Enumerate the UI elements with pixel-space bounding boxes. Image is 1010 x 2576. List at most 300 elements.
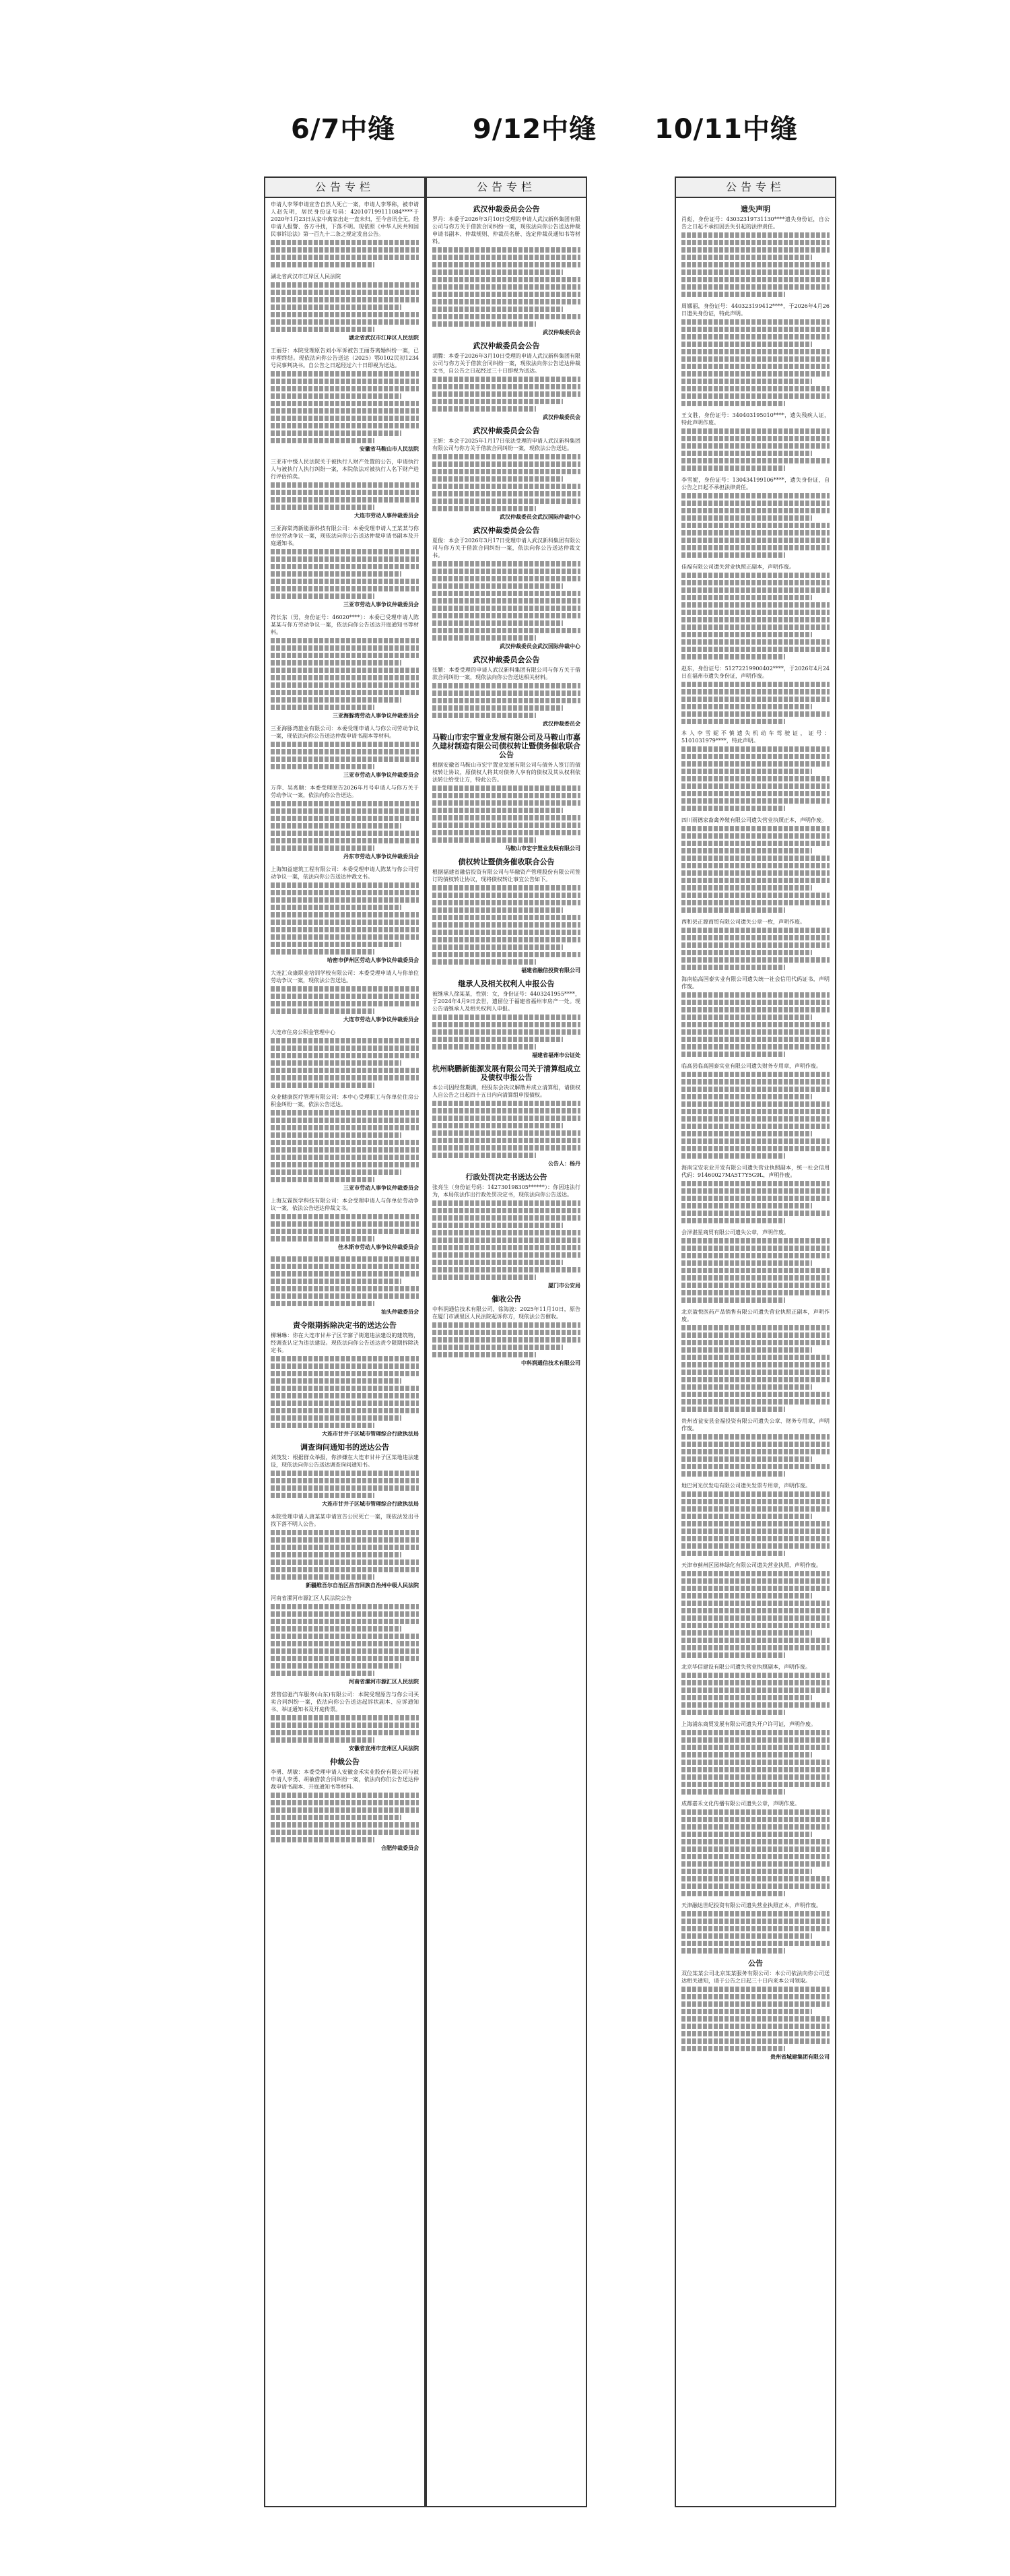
notice-title: 马鞍山市宏宇置业发展有限公司及马鞍山市嘉久建材制造有限公司债权转让暨债务催收联合公告 (432, 733, 580, 759)
text-line-placeholder (681, 935, 830, 940)
column-body (427, 198, 586, 1375)
text-line-placeholder (681, 580, 830, 585)
text-line-placeholder (271, 401, 419, 406)
text-line-placeholder (271, 1663, 401, 1669)
text-line-placeholder (432, 391, 580, 397)
text-line-placeholder (432, 1108, 580, 1114)
notice (681, 476, 830, 558)
text-line-placeholder (681, 1948, 785, 1954)
text-line-placeholder (271, 1648, 419, 1654)
text-line-placeholder (681, 379, 812, 384)
text-line-placeholder (681, 1824, 830, 1830)
text-line-placeholder (271, 1038, 419, 1043)
text-line-placeholder (432, 815, 580, 820)
text-line-placeholder (271, 1493, 374, 1498)
text-line-placeholder (271, 638, 419, 643)
text-line-placeholder (432, 1345, 563, 1350)
text-line-placeholder (271, 290, 419, 295)
text-line-placeholder (271, 1169, 401, 1175)
text-line-placeholder (681, 1449, 830, 1454)
text-line-placeholder (271, 1837, 374, 1842)
text-line-placeholder (432, 262, 580, 267)
text-line-placeholder (681, 1392, 830, 1397)
text-line-placeholder (432, 808, 563, 813)
text-line-placeholder (432, 1101, 580, 1106)
column-header: 公告专栏 (265, 178, 424, 198)
text-line-placeholder (681, 893, 830, 898)
text-line-placeholder (271, 393, 401, 399)
text-line-placeholder (432, 1138, 580, 1143)
text-line-placeholder (271, 1393, 419, 1398)
text-line-placeholder (681, 1680, 830, 1685)
notice-title: 责令限期拆除决定书的送达公告 (293, 1321, 397, 1330)
text-line-placeholder (271, 505, 374, 510)
notice (432, 426, 580, 521)
text-line-placeholder (681, 595, 812, 600)
text-line-placeholder (271, 1378, 401, 1384)
notice-body: 被继承人徐某某，性别：女，身份证号：4403241955****，于2024年4月9日去世，遗留位于福建省福州市房产一处。现公告请继承人及相关权利人申报。 (432, 991, 580, 1012)
text-line-placeholder (681, 1116, 830, 1122)
text-line-placeholder (271, 882, 419, 888)
text-line-placeholder (681, 1370, 830, 1375)
text-line-placeholder (681, 1283, 830, 1288)
text-line-placeholder (681, 602, 830, 608)
text-line-placeholder (681, 277, 830, 282)
notice-body: 上海友霖医学科技有限公司：本会受理申请人与你单位劳动争议一案，依法公告送达仲裁文书。 (271, 1198, 419, 1211)
column-2 (426, 176, 587, 2507)
text-line-placeholder (681, 1297, 785, 1303)
text-line-placeholder (681, 334, 830, 340)
notice-body: 李雪妮，身份证号：130434199106****，遗失身份证，自公告之日起不承担法律责任。 (681, 477, 830, 490)
notice (271, 458, 419, 519)
text-line-placeholder (681, 1846, 830, 1852)
text-line-placeholder (681, 1521, 830, 1526)
text-line-placeholder (681, 1101, 830, 1107)
notice-body: 王文胜，身份证号：340403195010****，遗失残疾人证，特此声明作废。 (681, 412, 830, 426)
notice-body: 上海浦东商贸发展有限公司遗失开户许可证，声明作废。 (681, 1721, 816, 1727)
text-line-placeholder (271, 430, 401, 436)
notice (271, 1197, 419, 1251)
text-line-placeholder (432, 922, 580, 928)
text-line-placeholder (271, 1008, 374, 1014)
text-line-placeholder (271, 1807, 419, 1813)
notice-signature: 河南省漯河市源汇区人民法院 (349, 1679, 419, 1685)
text-line-placeholder (432, 837, 536, 843)
text-line-placeholder (271, 1155, 419, 1160)
text-line-placeholder (432, 893, 580, 898)
text-line-placeholder (681, 349, 830, 354)
text-line-placeholder (271, 1793, 419, 1798)
notice (271, 784, 419, 860)
text-line-placeholder (271, 838, 419, 843)
text-line-placeholder (432, 937, 580, 942)
text-line-placeholder (432, 1252, 580, 1258)
text-line-placeholder (681, 1623, 830, 1628)
text-line-placeholder (681, 885, 812, 891)
notice-signature: 三亚市劳动人事争议仲裁委员会 (343, 602, 419, 608)
text-line-placeholder (681, 1109, 830, 1114)
text-line-placeholder (681, 878, 830, 883)
text-line-placeholder (271, 1545, 419, 1550)
text-line-placeholder (681, 1926, 830, 1931)
notice (681, 918, 830, 970)
text-line-placeholder (271, 1229, 419, 1234)
text-line-placeholder (681, 1022, 830, 1027)
text-line-placeholder (681, 791, 830, 796)
notice-body: 本人李雪妮不慎遗失机动车驾驶证，证号：5101031979****，特此声明。 (681, 730, 830, 744)
notice-signature: 合肥仲裁委员会 (381, 1845, 419, 1851)
text-line-placeholder (681, 1883, 830, 1889)
text-line-placeholder (271, 764, 374, 769)
text-line-placeholder (432, 830, 580, 835)
text-line-placeholder (271, 1177, 374, 1182)
text-line-placeholder (271, 262, 374, 267)
notice-signature: 贵州省城建集团有限公司 (770, 2054, 830, 2060)
notice (681, 1062, 830, 1159)
notice-body: 本院受理申请人唐某某申请宣告公民死亡一案，现依法发出寻找下落不明人公告。 (271, 1514, 419, 1527)
text-line-placeholder (681, 1514, 812, 1519)
text-line-placeholder (681, 1919, 830, 1924)
text-line-placeholder (681, 356, 830, 362)
notice-body: 王丽芬：本院受理原告刘小军诉被告王丽芬离婚纠纷一案，已审理终结。现依法向你公告送达（2025）鄂0102民初1234号民事判决书。自公告之日起经过六十日即视为送达。 (271, 348, 419, 368)
notice-body: 赵东，身份证号：51272219900402****，于2026年4月24日在福州市遗失身份证，声明作废。 (681, 666, 830, 679)
text-line-placeholder (681, 1745, 830, 1750)
notice-body: 成都嘉禾文化传播有限公司遗失公章，声明作废。 (681, 1801, 800, 1807)
notice (681, 1417, 830, 1477)
notice-body: 河南省漯河市源汇区人民法院公告 (271, 1595, 351, 1601)
text-line-placeholder (681, 1543, 830, 1549)
notice-title: 武汉仲裁委员会公告 (473, 205, 540, 214)
text-line-placeholder (681, 1987, 830, 1992)
notice (271, 725, 419, 779)
notice-body: 大连汇众康职业培训学校有限公司：本委受理申请人与你单位劳动争议一案，现依法公告送达。 (271, 970, 419, 984)
text-line-placeholder (271, 749, 419, 754)
text-line-placeholder (432, 247, 580, 253)
notice-signature: 中科润通信技术有限公司 (521, 1360, 580, 1366)
notice (271, 969, 419, 1023)
notice (271, 1321, 419, 1438)
notice (271, 1758, 419, 1852)
text-line-placeholder (681, 436, 830, 441)
text-line-placeholder (681, 573, 830, 578)
notice (681, 302, 830, 406)
notice-signature: 马鞍山市宏宇置业发展有限公司 (505, 845, 580, 851)
text-line-placeholder (681, 443, 830, 449)
text-line-placeholder (271, 912, 419, 917)
notice (271, 1029, 419, 1088)
notice (681, 1800, 830, 1896)
column-header: 公告专栏 (676, 178, 835, 198)
text-line-placeholder (271, 1722, 419, 1728)
text-line-placeholder (432, 321, 536, 327)
text-line-placeholder (271, 556, 419, 562)
notice-signature: 三亚市劳动人事争议仲裁委员会 (343, 1185, 419, 1191)
text-line-placeholder (681, 247, 830, 253)
text-line-placeholder (681, 746, 830, 752)
text-line-placeholder (681, 1355, 830, 1360)
notice-body: 海南宝安农业开发有限公司遗失营业执照副本，统一社会信用代码：91460027MA5T7Y5G9L，声明作废。 (681, 1165, 830, 1178)
text-line-placeholder (271, 1715, 419, 1720)
text-line-placeholder (271, 1634, 419, 1639)
text-line-placeholder (681, 1094, 812, 1099)
notice-body: 胡腾：本委于2026年3月10日受理的申请人武汉新科集团有限公司与你方关于借款合同纠纷一案，现依法向你公告送达仲裁文书，自公告之日起经过三十日即视为送达。 (432, 353, 580, 374)
text-line-placeholder (681, 1499, 830, 1504)
notice (681, 412, 830, 471)
text-line-placeholder (432, 952, 580, 957)
notice-body: 北京华信建设有限公司遗失营业执照副本，声明作废。 (681, 1664, 811, 1670)
text-line-placeholder (681, 1124, 830, 1129)
notice-body: 众业健康医疗管理有限公司：本中心受理职工与你单位住房公积金纠纷一案，依法公告送达。 (271, 1094, 419, 1107)
notice-title: 武汉仲裁委员会公告 (473, 655, 540, 664)
text-line-placeholder (432, 606, 580, 611)
text-line-placeholder (681, 1275, 830, 1281)
text-line-placeholder (271, 1641, 419, 1646)
notice-title: 遗失声明 (741, 205, 770, 214)
notice (271, 201, 419, 267)
notice-signature: 安徽省马鞍山市人民法院 (360, 446, 419, 452)
text-line-placeholder (271, 742, 419, 747)
notice-signature: 三亚海豚湾劳动人事争议仲裁委员会 (333, 713, 419, 719)
text-line-placeholder (271, 905, 401, 910)
text-line-placeholder (681, 1789, 785, 1795)
notice-title: 武汉仲裁委员会公告 (473, 526, 540, 535)
text-line-placeholder (681, 1528, 830, 1534)
text-line-placeholder (271, 438, 374, 443)
text-line-placeholder (432, 299, 580, 304)
notice-body: 大连市住房公积金管理中心 (271, 1029, 335, 1035)
text-line-placeholder (681, 1809, 830, 1815)
text-line-placeholder (271, 697, 401, 703)
text-line-placeholder (271, 1132, 401, 1138)
text-line-placeholder (681, 1362, 830, 1367)
text-line-placeholder (681, 754, 830, 759)
text-line-placeholder (681, 1652, 785, 1658)
text-line-placeholder (432, 635, 536, 641)
notice (681, 205, 830, 297)
text-line-placeholder (271, 1471, 419, 1476)
text-line-placeholder (271, 1162, 419, 1167)
text-line-placeholder (271, 1264, 419, 1269)
text-line-placeholder (271, 255, 419, 260)
text-line-placeholder (681, 1434, 830, 1440)
text-line-placeholder (681, 1377, 830, 1382)
notice (271, 1691, 419, 1752)
notice-body: 张繁：本委受理的申请人武汉新科集团有限公司与你方关于借款合同纠纷一案，现依法向你公告送达相关材料。 (432, 667, 580, 680)
text-line-placeholder (432, 1153, 536, 1158)
text-line-placeholder (681, 1052, 785, 1057)
text-line-placeholder (432, 406, 536, 412)
text-line-placeholder (271, 1256, 419, 1262)
text-line-placeholder (681, 342, 812, 347)
notice-signature: 厦门市公安局 (548, 1283, 580, 1289)
text-line-placeholder (271, 1386, 419, 1391)
notice-body: 李勇、胡敏：本委受理申请人安徽金禾实业股份有限公司与被申请人李勇、胡敏借款合同纠纷一案，依法向你们公告送达仲裁申请书副本、开庭通知书等材料。 (271, 1769, 419, 1790)
notice (432, 1295, 580, 1367)
text-line-placeholder (432, 384, 580, 389)
text-line-placeholder (681, 1645, 830, 1650)
text-line-placeholder (681, 1029, 830, 1035)
text-line-placeholder (271, 1408, 419, 1413)
notice-title: 催收公告 (492, 1295, 521, 1303)
notice-body: 中科润通信技术有限公司、徐海波：2025年11月10日，原告在厦门市湖里区人民法院起诉你方，现依法公告催收。 (432, 1306, 580, 1320)
text-line-placeholder (681, 1153, 785, 1159)
text-line-placeholder (681, 1138, 830, 1144)
text-line-placeholder (432, 793, 580, 798)
notice-signature: 武汉仲裁委员会 (543, 721, 580, 727)
text-line-placeholder (271, 1611, 419, 1617)
text-line-placeholder (681, 1578, 830, 1584)
text-line-placeholder (681, 1869, 812, 1874)
text-line-placeholder (432, 705, 563, 711)
column-3 (675, 176, 836, 2507)
notice-body: 佳福有限公司遗失营业执照正副本，声明作废。 (681, 564, 795, 570)
text-line-placeholder (681, 1551, 785, 1556)
notice-body: 北京盈悦医药产品销售有限公司遗失营业执照正副本，声明作废。 (681, 1309, 830, 1322)
text-line-placeholder (681, 515, 812, 521)
notice-body: 王妍：本会于2025年1月17日依法受理的申请人武汉新科集团有限公司与你方关于借款合同纠纷一案，现依法公告送达。 (432, 438, 580, 451)
text-line-placeholder (681, 639, 830, 645)
text-line-placeholder (432, 698, 580, 703)
text-line-placeholder (432, 269, 563, 275)
text-line-placeholder (681, 1347, 812, 1353)
column-body (676, 198, 835, 2069)
text-line-placeholder (271, 579, 419, 584)
text-line-placeholder (432, 1200, 580, 1206)
notice-body: 西和县正源商贸有限公司遗失公章一枚，声明作废。 (681, 919, 805, 925)
notice (681, 816, 830, 913)
text-line-placeholder (681, 1238, 830, 1244)
text-line-placeholder (271, 934, 419, 940)
text-line-placeholder (271, 482, 419, 488)
text-line-placeholder (681, 292, 785, 297)
text-line-placeholder (271, 920, 419, 925)
text-line-placeholder (681, 1782, 830, 1787)
text-line-placeholder (681, 1673, 830, 1678)
text-line-placeholder (271, 653, 419, 658)
notice-body: 本公司因经营期满，经股东会决议解散并成立清算组，请债权人自公告之日起四十五日内向清算组申报债权。 (432, 1085, 580, 1098)
text-line-placeholder (681, 451, 812, 456)
notice-signature: 武汉仲裁委员会武汉国际仲裁中心 (500, 514, 580, 520)
text-line-placeholder (432, 823, 580, 828)
text-line-placeholder (681, 1491, 830, 1497)
notice-body: 营管信驰汽车服务(山东)有限公司：本院受理原告与你公司买卖合同纠纷一案，依法向你公告送达起诉状副本、应诉通知书、举证通知书及开庭传票。 (271, 1692, 419, 1712)
text-line-placeholder (681, 632, 812, 637)
text-line-placeholder (271, 1279, 401, 1284)
text-line-placeholder (271, 304, 401, 310)
text-line-placeholder (681, 761, 830, 767)
text-line-placeholder (681, 697, 830, 702)
text-line-placeholder (681, 711, 830, 717)
text-line-placeholder (681, 262, 830, 267)
text-line-placeholder (681, 704, 812, 709)
text-line-placeholder (271, 1068, 419, 1073)
text-line-placeholder (271, 801, 419, 806)
text-line-placeholder (681, 1854, 830, 1859)
text-line-placeholder (432, 569, 580, 574)
notice (681, 1959, 830, 2061)
text-line-placeholder (681, 2024, 830, 2029)
notice (681, 1720, 830, 1795)
text-line-placeholder (681, 1817, 830, 1822)
notice (432, 342, 580, 421)
text-line-placeholder (432, 1275, 536, 1280)
notice-body: 天津市蓟州区园林绿化有限公司遗失营业执照，声明作废。 (681, 1562, 821, 1568)
text-line-placeholder (681, 826, 830, 831)
notice (271, 1093, 419, 1192)
notice-signature: 大连市甘井子区城市管理综合行政执法局 (322, 1501, 419, 1507)
text-line-placeholder (681, 587, 830, 593)
notice-signature: 大连市劳动人事争议仲裁委员会 (343, 1017, 419, 1023)
text-line-placeholder (681, 798, 830, 804)
notice (681, 975, 830, 1057)
text-line-placeholder (681, 2046, 785, 2051)
text-line-placeholder (271, 319, 419, 325)
text-line-placeholder (681, 1246, 830, 1251)
text-line-placeholder (271, 1537, 419, 1543)
text-line-placeholder (271, 1075, 419, 1081)
text-line-placeholder (432, 284, 580, 290)
text-line-placeholder (681, 776, 830, 781)
notice (432, 858, 580, 974)
text-line-placeholder (271, 942, 401, 947)
text-line-placeholder (681, 1340, 830, 1345)
text-line-placeholder (681, 900, 830, 905)
notice-title: 债权转让暨债务催收联合公告 (458, 858, 555, 866)
notice-signature: 福建省融信投资有限公司 (521, 967, 580, 973)
notice (681, 563, 830, 659)
text-line-placeholder (681, 508, 830, 513)
notice-body: 天津融达世纪投资有限公司遗失营业执照正本，声明作废。 (681, 1902, 821, 1908)
text-line-placeholder (681, 545, 830, 550)
text-line-placeholder (432, 277, 580, 282)
text-line-placeholder (271, 593, 374, 599)
text-line-placeholder (271, 1604, 419, 1609)
text-line-placeholder (271, 549, 419, 554)
text-line-placeholder (432, 1116, 580, 1121)
text-line-placeholder (271, 1815, 401, 1820)
text-line-placeholder (681, 493, 830, 498)
text-line-placeholder (681, 1933, 812, 1939)
text-line-placeholder (271, 379, 419, 384)
text-line-placeholder (681, 863, 830, 868)
text-line-placeholder (432, 491, 580, 496)
notice (432, 979, 580, 1059)
text-line-placeholder (681, 269, 830, 275)
text-line-placeholder (681, 1079, 830, 1085)
notice-signature: 公告人：杨丹 (548, 1161, 580, 1167)
text-line-placeholder (271, 1830, 419, 1835)
notice (681, 1164, 830, 1223)
text-line-placeholder (271, 705, 374, 710)
notice (432, 655, 580, 728)
text-line-placeholder (271, 1574, 374, 1580)
text-line-placeholder (271, 1140, 419, 1145)
text-line-placeholder (681, 1601, 830, 1606)
text-line-placeholder (271, 312, 419, 317)
text-line-placeholder (432, 1230, 580, 1235)
notice-signature: 武汉仲裁委员会 (543, 414, 580, 420)
text-line-placeholder (681, 1760, 830, 1765)
section-heading-3: 10/11中缝 (654, 114, 798, 145)
notice-title: 调查询问通知书的送达公告 (300, 1443, 389, 1452)
notice (271, 1513, 419, 1589)
notice (681, 1663, 830, 1715)
text-line-placeholder (271, 423, 419, 428)
text-line-placeholder (681, 240, 830, 245)
text-line-placeholder (681, 1767, 830, 1772)
text-line-placeholder (681, 856, 830, 861)
text-line-placeholder (432, 1037, 563, 1042)
